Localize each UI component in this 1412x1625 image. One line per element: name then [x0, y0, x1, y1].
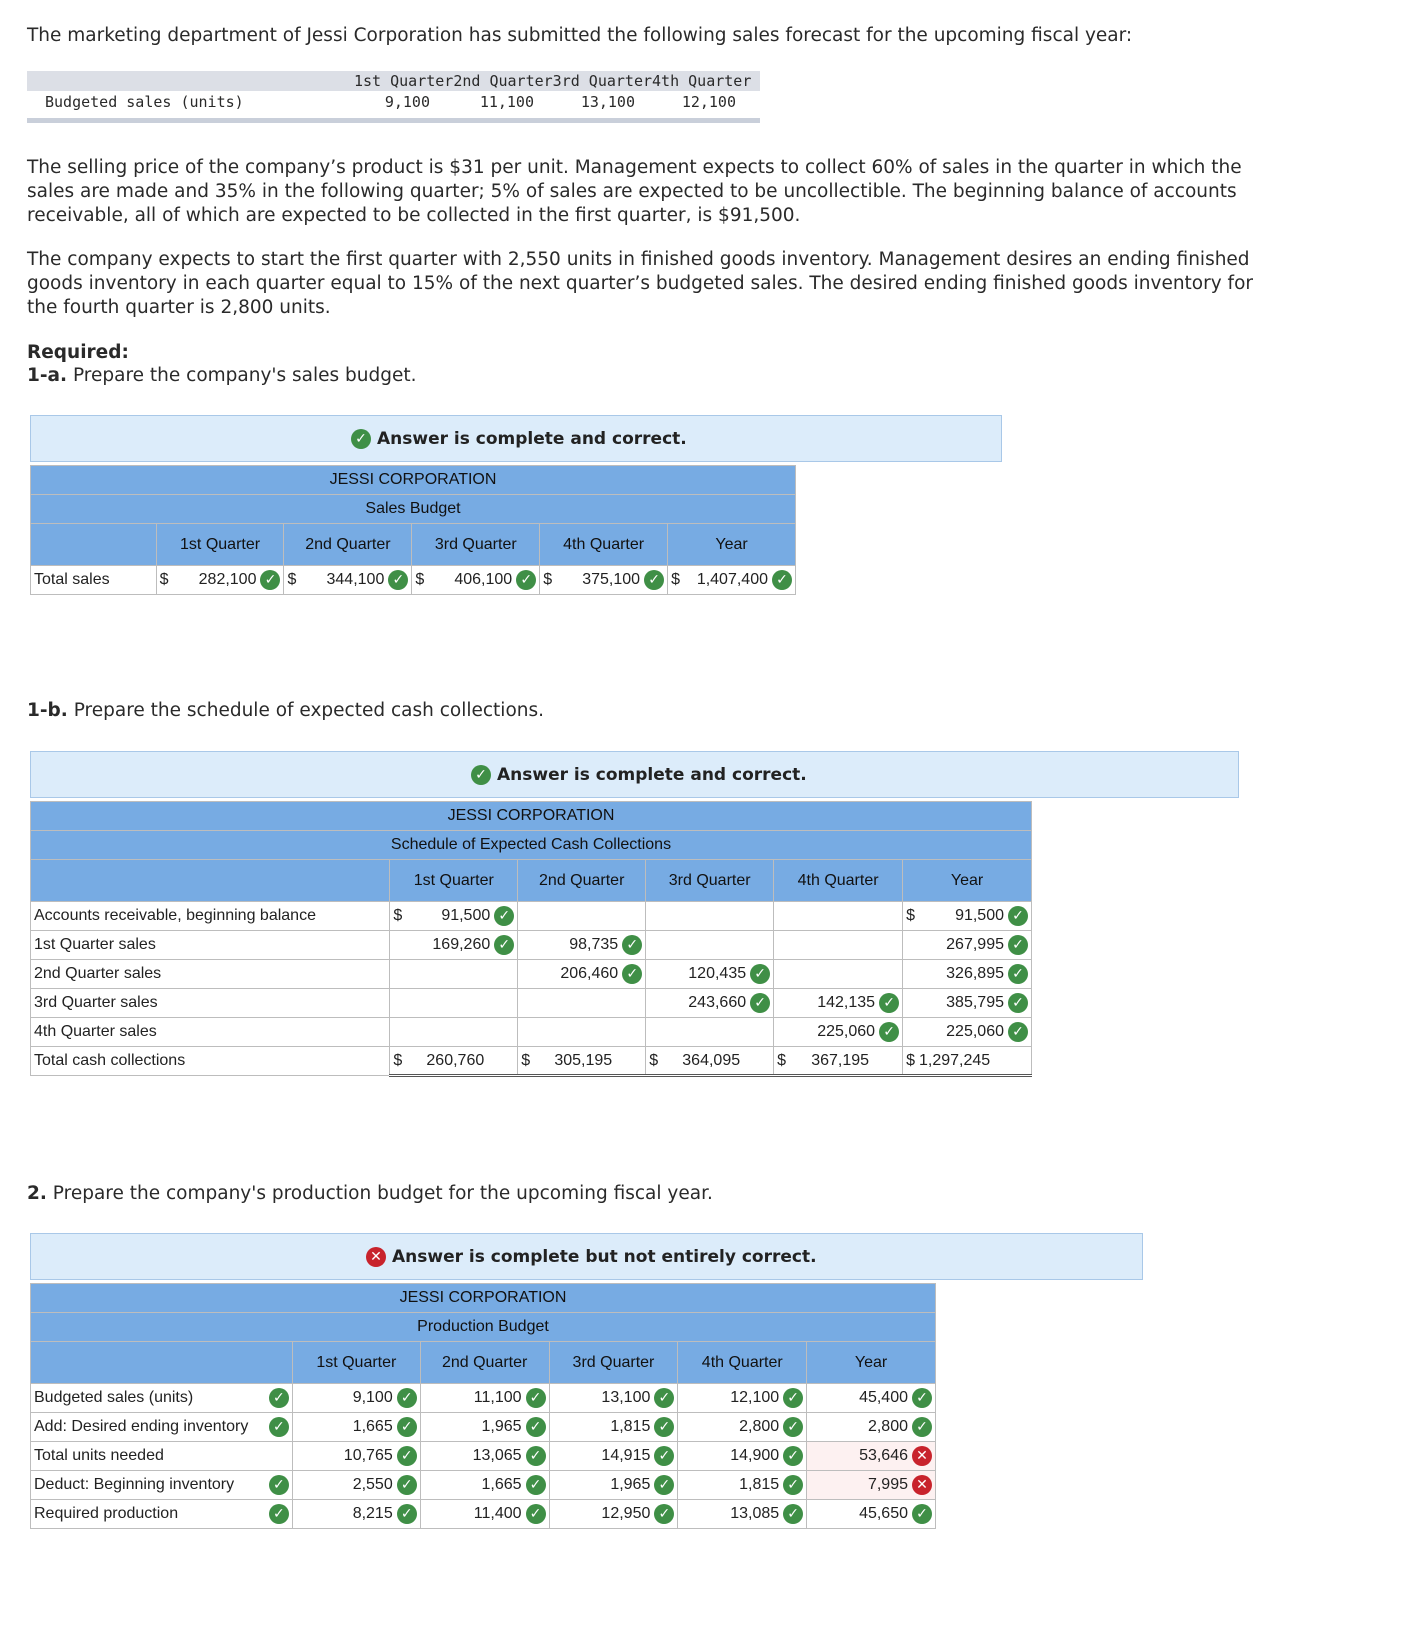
currency-symbol: $ — [415, 571, 425, 588]
question-1b — [27, 699, 1257, 723]
pricing-paragraph: The selling price of the company’s product is $31 per unit. Management expects to collect 60% of sales in the quarter in which the sales are made and 35% in the following quarter; 5% of sales are expected to be uncollectible. The beginning balance of accounts receivable, all of which are expected to be collected in the first quarter, is $91,500. — [27, 157, 1242, 226]
amount-input[interactable]: 98,735 — [569, 936, 619, 953]
table-row — [31, 1500, 936, 1529]
row-label: 4th Quarter sales — [31, 1018, 390, 1047]
forecast-table — [27, 71, 760, 125]
banner-text: Answer is complete and correct. — [497, 764, 807, 785]
column-header: 4th Quarter — [678, 1342, 807, 1384]
table-title: Production Budget — [31, 1313, 936, 1342]
table-row — [31, 1442, 936, 1471]
forecast-value: 11,100 — [479, 93, 534, 111]
banner-text: Answer is complete and correct. — [377, 428, 687, 449]
currency-symbol: $ — [671, 571, 680, 588]
required-heading: Required: — [27, 342, 129, 363]
company-name: JESSI CORPORATION — [31, 802, 1032, 831]
check-icon: ✓ — [269, 1504, 289, 1524]
forecast-value: 13,100 — [580, 93, 635, 111]
amount-input[interactable]: 406,100 — [454, 571, 513, 588]
check-icon: ✓ — [397, 1388, 417, 1408]
check-icon: ✓ — [622, 964, 642, 984]
check-icon: ✓ — [750, 993, 770, 1013]
check-icon: ✓ — [397, 1417, 417, 1437]
amount-input[interactable]: 1,665 — [352, 1418, 393, 1435]
row-label[interactable]: Deduct: Beginning inventory — [34, 1476, 235, 1493]
question-1a — [27, 364, 1257, 388]
amount-input[interactable]: 344,100 — [326, 571, 385, 588]
currency-symbol: $ — [393, 1051, 403, 1069]
check-icon: ✓ — [494, 935, 514, 955]
total-value: 367,195 — [811, 1051, 870, 1069]
amount-input[interactable]: 91,500 — [955, 907, 1004, 924]
check-icon: ✓ — [654, 1388, 674, 1408]
company-name: JESSI CORPORATION — [31, 466, 796, 495]
amount-input[interactable]: 53,646 — [859, 1447, 908, 1464]
check-icon: ✓ — [269, 1388, 289, 1408]
amount-input[interactable]: 7,995 — [867, 1476, 908, 1493]
amount-input[interactable]: 243,660 — [688, 994, 747, 1011]
sales-budget-table — [30, 465, 796, 595]
table-row — [31, 989, 1032, 1018]
row-label: 3rd Quarter sales — [31, 989, 390, 1018]
check-icon: ✓ — [654, 1417, 674, 1437]
table-row — [31, 1047, 1032, 1076]
check-icon: ✓ — [772, 570, 792, 590]
check-icon: ✓ — [783, 1475, 803, 1495]
total-value: 1,297,245 — [918, 1051, 991, 1069]
amount-input[interactable]: 120,435 — [688, 965, 747, 982]
question-number: 1-b. — [27, 700, 68, 721]
amount-input[interactable]: 169,260 — [432, 936, 491, 953]
amount-input[interactable]: 385,795 — [946, 994, 1004, 1011]
question-2 — [27, 1182, 1257, 1206]
check-icon: ✓ — [654, 1504, 674, 1524]
amount-input[interactable]: 1,407,400 — [696, 571, 768, 588]
check-icon: ✓ — [912, 1417, 932, 1437]
amount-input[interactable]: 45,400 — [859, 1389, 908, 1406]
currency-symbol: $ — [521, 1051, 531, 1069]
column-header: 4th Quarter — [774, 860, 903, 902]
amount-input[interactable]: 326,895 — [946, 965, 1004, 982]
amount-input[interactable]: 1,965 — [481, 1418, 522, 1435]
question-text: Prepare the company's sales budget. — [72, 365, 417, 386]
column-header: 1st Quarter — [390, 860, 518, 902]
forecast-header: 1st Quarter2nd Quarter3rd Quarter4th Quarter — [354, 72, 752, 90]
check-icon: ✓ — [1008, 1022, 1028, 1042]
error-icon: ✕ — [912, 1446, 932, 1466]
amount-input[interactable]: 14,915 — [601, 1447, 651, 1464]
amount-input[interactable]: 45,650 — [859, 1505, 908, 1522]
row-label: Total units needed — [31, 1442, 293, 1471]
question-number: 1-a. — [27, 365, 68, 386]
check-icon: ✓ — [644, 570, 664, 590]
question-number: 2. — [27, 1183, 47, 1204]
currency-symbol: $ — [777, 1051, 787, 1069]
forecast-value: 12,100 — [681, 93, 736, 111]
check-icon: ✓ — [516, 570, 536, 590]
total-value: 260,760 — [426, 1051, 485, 1069]
amount-input[interactable]: 225,060 — [817, 1023, 876, 1040]
amount-input[interactable]: 10,765 — [343, 1447, 393, 1464]
check-icon: ✓ — [526, 1417, 546, 1437]
check-icon: ✓ — [1008, 993, 1028, 1013]
check-icon: ✓ — [783, 1388, 803, 1408]
check-icon: ✓ — [654, 1446, 674, 1466]
row-label: Total sales — [31, 566, 157, 595]
table-row — [31, 902, 1032, 931]
check-icon: ✓ — [269, 1475, 289, 1495]
total-value: 364,095 — [682, 1051, 741, 1069]
table-row — [31, 1384, 936, 1413]
table-title: Schedule of Expected Cash Collections — [31, 831, 1032, 860]
production-budget-table — [30, 1283, 936, 1529]
check-icon: ✓ — [622, 935, 642, 955]
row-label: Accounts receivable, beginning balance — [31, 902, 390, 931]
forecast-value: 9,100 — [384, 93, 430, 111]
row-label: Total cash collections — [31, 1047, 390, 1076]
answer-status-banner — [30, 751, 1239, 798]
column-header: 3rd Quarter — [549, 1342, 678, 1384]
amount-input[interactable]: 2,800 — [867, 1418, 908, 1435]
amount-input[interactable]: 1,815 — [739, 1476, 780, 1493]
check-icon: ✓ — [397, 1504, 417, 1524]
question-text: Prepare the company's production budget for the upcoming fiscal year. — [52, 1183, 713, 1204]
cash-collections-table — [30, 801, 1032, 1077]
currency-symbol: $ — [159, 571, 169, 588]
question-text: Prepare the schedule of expected cash collections. — [73, 700, 545, 721]
total-value: 305,195 — [554, 1051, 613, 1069]
amount-input[interactable]: 8,215 — [352, 1505, 393, 1522]
currency-symbol: $ — [906, 1051, 915, 1069]
column-header: 4th Quarter — [540, 524, 668, 566]
check-icon: ✓ — [471, 765, 491, 785]
check-icon: ✓ — [879, 1022, 899, 1042]
company-name: JESSI CORPORATION — [31, 1284, 936, 1313]
check-icon: ✓ — [1008, 906, 1028, 926]
amount-input[interactable]: 142,135 — [817, 994, 876, 1011]
answer-status-banner — [30, 415, 1002, 462]
check-icon: ✓ — [750, 964, 770, 984]
column-header: 3rd Quarter — [412, 524, 540, 566]
inventory-paragraph: The company expects to start the first quarter with 2,550 units in finished goods inventory. Management desires an ending finished goods inventory in each quarter equal to 15% of the next quarter’s budgeted sales. The desired ending finished goods inventory for the fourth quarter is 2,800 units. — [27, 249, 1253, 318]
check-icon: ✓ — [397, 1475, 417, 1495]
check-icon: ✓ — [654, 1475, 674, 1495]
answer-status-banner — [30, 1233, 1143, 1280]
check-icon: ✓ — [1008, 935, 1028, 955]
column-header: 3rd Quarter — [646, 860, 774, 902]
row-label: 2nd Quarter sales — [31, 960, 390, 989]
intro-paragraph: The marketing department of Jessi Corporation has submitted the following sales forecast for the upcoming fiscal year: — [27, 25, 1133, 46]
row-label[interactable]: Budgeted sales (units) — [34, 1389, 194, 1406]
amount-input[interactable]: 13,085 — [730, 1505, 780, 1522]
column-header: 2nd Quarter — [284, 524, 412, 566]
column-header: 1st Quarter — [292, 1342, 420, 1384]
table-title: Sales Budget — [31, 495, 796, 524]
amount-input[interactable]: 12,950 — [601, 1505, 651, 1522]
amount-input[interactable]: 267,995 — [946, 936, 1004, 953]
amount-input[interactable]: 12,100 — [730, 1389, 780, 1406]
amount-input[interactable]: 1,815 — [610, 1418, 651, 1435]
column-header: 2nd Quarter — [518, 860, 646, 902]
amount-input[interactable]: 11,100 — [473, 1389, 522, 1406]
row-label[interactable]: Add: Desired ending inventory — [34, 1418, 249, 1435]
check-icon: ✓ — [260, 570, 280, 590]
error-icon: ✕ — [366, 1247, 386, 1267]
check-icon: ✓ — [912, 1504, 932, 1524]
row-label[interactable]: Required production — [34, 1505, 179, 1522]
check-icon: ✓ — [526, 1388, 546, 1408]
amount-input[interactable]: 282,100 — [198, 571, 257, 588]
check-icon: ✓ — [912, 1388, 932, 1408]
amount-input[interactable]: 1,665 — [481, 1476, 522, 1493]
check-icon: ✓ — [388, 570, 408, 590]
table-row — [31, 1471, 936, 1500]
amount-input[interactable]: 13,065 — [472, 1447, 522, 1464]
column-header: 2nd Quarter — [420, 1342, 549, 1384]
column-header: Year — [668, 524, 796, 566]
check-icon: ✓ — [494, 906, 514, 926]
column-header: Year — [903, 860, 1032, 902]
check-icon: ✓ — [783, 1504, 803, 1524]
table-row — [31, 931, 1032, 960]
table-row — [31, 566, 796, 595]
amount-input[interactable]: 14,900 — [730, 1447, 780, 1464]
table-row — [31, 1018, 1032, 1047]
amount-input[interactable]: 206,460 — [560, 965, 619, 982]
column-header: Year — [807, 1342, 936, 1384]
currency-symbol: $ — [393, 907, 403, 924]
check-icon: ✓ — [783, 1446, 803, 1466]
forecast-label: Budgeted sales (units) — [45, 93, 244, 111]
amount-input[interactable]: 11,400 — [473, 1505, 522, 1522]
check-icon: ✓ — [1008, 964, 1028, 984]
check-icon: ✓ — [397, 1446, 417, 1466]
table-row — [31, 1413, 936, 1442]
check-icon: ✓ — [879, 993, 899, 1013]
check-icon: ✓ — [526, 1446, 546, 1466]
currency-symbol: $ — [287, 571, 297, 588]
amount-input[interactable]: 1,965 — [610, 1476, 651, 1493]
currency-symbol: $ — [543, 571, 553, 588]
currency-symbol: $ — [649, 1051, 659, 1069]
check-icon: ✓ — [526, 1475, 546, 1495]
column-header: 1st Quarter — [156, 524, 284, 566]
check-icon: ✓ — [351, 429, 371, 449]
amount-input[interactable]: 9,100 — [352, 1389, 393, 1406]
check-icon: ✓ — [526, 1504, 546, 1524]
amount-input[interactable]: 225,060 — [946, 1023, 1004, 1040]
amount-input[interactable]: 91,500 — [441, 907, 491, 924]
check-icon: ✓ — [269, 1417, 289, 1437]
row-label: 1st Quarter sales — [31, 931, 390, 960]
amount-input[interactable]: 2,800 — [739, 1418, 780, 1435]
error-icon: ✕ — [912, 1475, 932, 1495]
banner-text: Answer is complete but not entirely correct. — [392, 1246, 817, 1267]
amount-input[interactable]: 2,550 — [352, 1476, 393, 1493]
currency-symbol: $ — [906, 907, 915, 924]
check-icon: ✓ — [783, 1417, 803, 1437]
table-row — [31, 960, 1032, 989]
amount-input[interactable]: 375,100 — [582, 571, 641, 588]
amount-input[interactable]: 13,100 — [601, 1389, 651, 1406]
